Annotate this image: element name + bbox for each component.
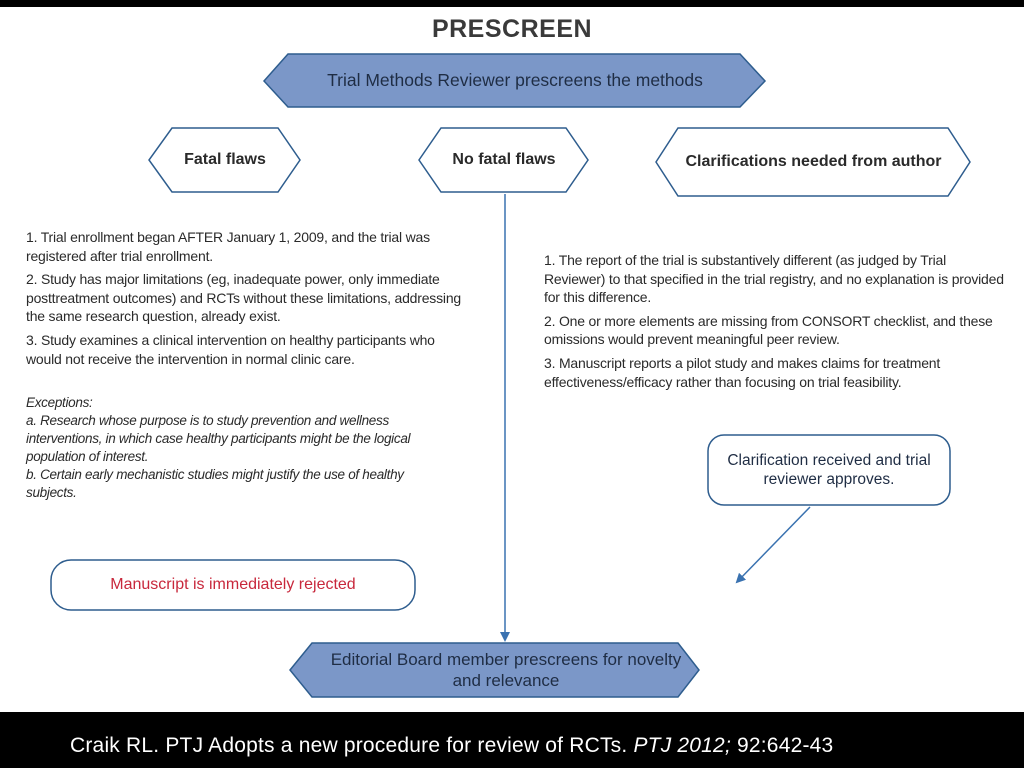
clarifications-label: Clarifications needed from author — [685, 153, 942, 170]
fatal-flaw-item: 2. Study has major limitations (eg, inadequate power, only immediate posttreatment outcomes) and RCTs without these limitations, addressing the same research question, already exist. — [26, 271, 461, 325]
fatal-flaw-item: 3. Study examines a clinical intervention on healthy participants who would not receive the intervention in normal clinic care. — [26, 332, 435, 367]
clarification-item: 3. Manuscript reports a pilot study and makes claims for treatment effectiveness/efficacy rather than focusing on trial feasibility. — [544, 355, 941, 390]
exception-item: b. Certain early mechanistic studies might justify the use of healthy subjects. — [26, 466, 404, 500]
clarifications-list — [544, 251, 1006, 396]
clarification-received-label: Clarification received and trial reviewer approves. — [727, 451, 931, 488]
no-fatal-flaws-label: No fatal flaws — [452, 151, 556, 168]
bottom-banner-label: Editorial Board member prescreens for novelty and relevance — [330, 649, 682, 690]
fatal-flaws-list — [26, 228, 471, 373]
fatal-flaw-item: 1. Trial enrollment began AFTER January 1, 2009, and the trial was registered after trial enrollment. — [26, 229, 430, 264]
fatal-flaws-label: Fatal flaws — [184, 151, 266, 168]
exceptions-block — [26, 394, 456, 502]
rejected-label: Manuscript is immediately rejected — [110, 576, 356, 593]
top-banner-label: Trial Methods Reviewer prescreens the methods — [327, 69, 703, 90]
citation — [70, 734, 833, 758]
clarification-arrow — [737, 507, 810, 582]
diagram-canvas — [0, 7, 1024, 712]
exceptions-heading: Exceptions: — [26, 395, 93, 410]
citation-pages: 92:642-43 — [730, 734, 834, 757]
exception-item: a. Research whose purpose is to study prevention and wellness interventions, in which case healthy participants might be the logical population of interest. — [26, 412, 411, 464]
citation-journal: PTJ 2012; — [633, 734, 731, 757]
citation-text: Craik RL. PTJ Adopts a new procedure for review of RCTs. — [70, 734, 634, 757]
diagram-title: PRESCREEN — [431, 15, 593, 43]
clarification-item: 1. The report of the trial is substantively different (as judged by Trial Reviewer) to that specified in the trial registry, and no explanation is provided for this difference. — [544, 252, 1004, 306]
clarification-item: 2. One or more elements are missing from CONSORT checklist, and these omissions would prevent meaningful peer review. — [544, 312, 993, 348]
